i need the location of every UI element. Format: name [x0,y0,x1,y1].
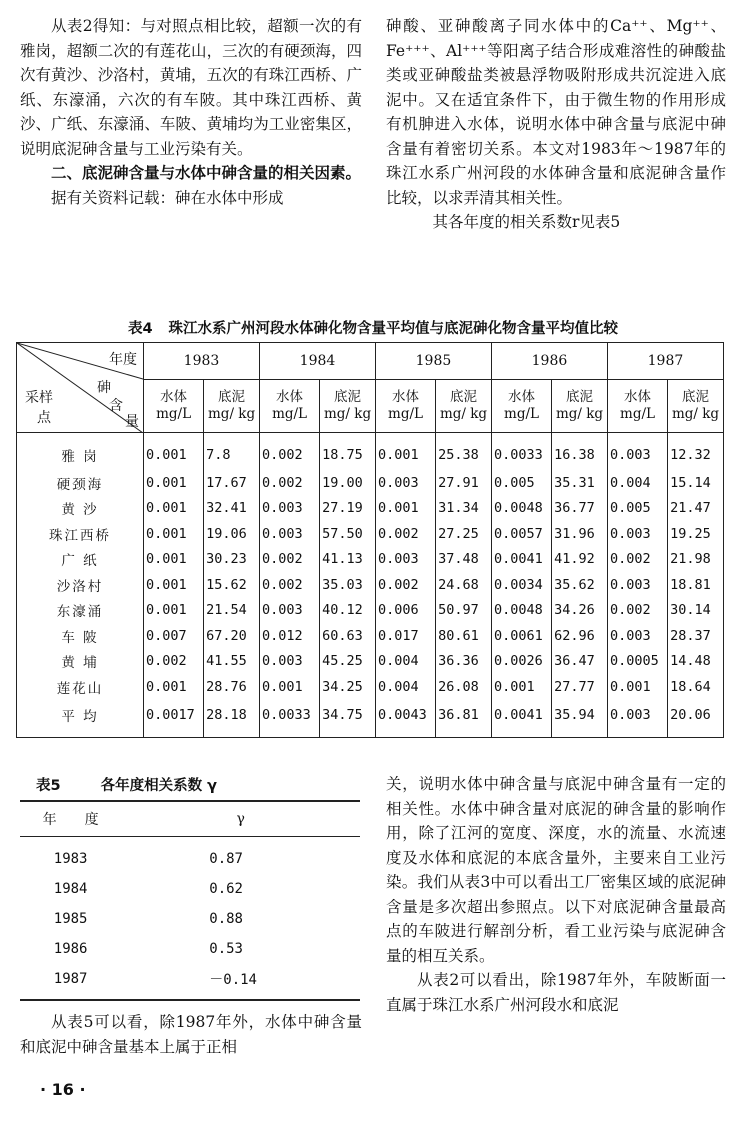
water-value-cell: 0.003 [375,470,435,496]
water-value-cell: 0.001 [144,433,204,471]
table-row [17,496,724,522]
year-cell: 1985 [53,911,88,927]
water-value-cell: 0.001 [375,433,435,471]
sediment-unit: mg/ kg [439,406,488,422]
year-header-1987: 1987 [607,343,723,380]
year-header-1984: 1984 [259,343,375,380]
sediment-value-cell: 7.8 [204,433,260,471]
site-name-cell: 黄 埔 [17,649,144,675]
table-row [17,623,724,649]
sediment-value-cell: 12.32 [668,433,724,471]
water-value-cell: 0.0061 [491,623,551,649]
water-value-cell: 0.007 [144,623,204,649]
water-value-cell: 0.0033 [259,700,319,738]
sediment-value-cell: 80.61 [436,623,492,649]
sediment-value-cell: 19.00 [320,470,376,496]
table-row [17,700,724,738]
sediment-value-cell: 28.37 [668,623,724,649]
sediment-value-cell: 40.12 [320,598,376,624]
water-value-cell: 0.005 [607,496,667,522]
sediment-unit: mg/ kg [323,406,372,422]
water-value-cell: 0.0043 [375,700,435,738]
water-value-cell: 0.001 [144,547,204,573]
sediment-value-cell: 57.50 [320,521,376,547]
sediment-value-cell: 15.14 [668,470,724,496]
sediment-value-cell: 24.68 [436,572,492,598]
gamma-cell: 0.88 [209,911,243,927]
site-name-cell: 广 纸 [17,547,144,573]
sediment-value-cell: 67.20 [204,623,260,649]
sediment-value-cell: 19.06 [204,521,260,547]
unit-header-water-1987 [607,380,667,433]
water-value-cell: 0.003 [259,521,319,547]
sediment-value-cell: 36.47 [552,649,608,675]
corner-arsenic-label-2: 含 [109,398,123,414]
paragraph-chebei-section: 从表2可以看出，除1987年外，车陂断面一直属于珠江水系广州河段水和底泥 [386,971,726,1014]
table-row [20,904,360,934]
sediment-value-cell: 50.97 [436,598,492,624]
sediment-value-cell: 27.25 [436,521,492,547]
unit-header-water-1984 [259,380,319,433]
water-value-cell: 0.003 [375,547,435,573]
sediment-value-cell: 21.98 [668,547,724,573]
unit-header-sediment-1984 [320,380,376,433]
water-value-cell: 0.0048 [491,496,551,522]
sediment-value-cell: 30.14 [668,598,724,624]
table5-header-row [20,801,360,837]
water-value-cell: 0.004 [375,674,435,700]
corner-year-label: 年度 [109,352,137,368]
table4-arsenic-comparison [16,342,724,738]
paragraph-literature: 据有关资料记载：砷在水体中形成 [51,188,284,207]
water-value-cell: 0.0057 [491,521,551,547]
sediment-unit: mg/ kg [208,406,256,422]
sediment-value-cell: 34.25 [320,674,376,700]
water-value-cell: 0.0005 [607,649,667,675]
water-label: 水体 [624,389,651,405]
table5-correlation [20,800,360,1001]
table5-title: 各年度相关系数 γ [100,778,218,794]
site-name-cell: 珠江西桥 [17,521,144,547]
right-column-top [386,14,726,235]
paragraph-correlation-discussion: 关，说明水体中砷含量与底泥中砷含量有一定的相关性。水体中砷含量对底泥的砷含量的影响作用，除了江河的宽度、深度，水的流量、水流速度及水体和底泥的本底含量外，主要来自工业污染。我们从表3中可以看出工厂密集区域的底泥砷含量是多次超出参照点。以下对底泥砷含量最高点的车陂进行解剖分析，看工业污染与底泥砷含量的相互关系。 [386,775,726,965]
sediment-value-cell: 62.96 [552,623,608,649]
water-value-cell: 0.003 [607,521,667,547]
sediment-value-cell: 26.08 [436,674,492,700]
water-value-cell: 0.002 [259,547,319,573]
sediment-value-cell: 27.91 [436,470,492,496]
water-value-cell: 0.001 [607,674,667,700]
water-value-cell: 0.001 [144,521,204,547]
unit-header-water-1985 [375,380,435,433]
sediment-value-cell: 17.67 [204,470,260,496]
water-label: 水体 [392,389,420,405]
year-cell: 1986 [53,941,88,957]
sediment-value-cell: 35.31 [552,470,608,496]
unit-header-water-1983 [144,380,204,433]
sediment-label: 底泥 [682,389,710,405]
sediment-value-cell: 16.38 [552,433,608,471]
table4-caption [20,317,726,338]
water-value-cell: 0.006 [375,598,435,624]
sediment-value-cell: 34.26 [552,598,608,624]
water-value-cell: 0.0041 [491,547,551,573]
sediment-value-cell: 31.96 [552,521,608,547]
site-name-cell: 沙洛村 [17,572,144,598]
water-value-cell: 0.012 [259,623,319,649]
year-cell: 1987 [20,964,121,1000]
corner-site-label-1: 采样 [25,390,53,406]
paragraph-excess-summary: 从表2得知：与对照点相比较，超额一次的有雅岗，超额二次的有莲花山，三次的有硬颈海，四次有黄沙、沙洛村，黄埔，五次的有珠江西桥、广纸、东濠涌，六次的有车陂。其中珠江西桥、黄沙、广纸、东濠涌、车陂、黄埔均为工业密集区，说明底泥砷含量与工业污染有关。 [20,17,362,158]
table-row [17,547,724,573]
water-value-cell: 0.003 [607,623,667,649]
table-row [20,964,360,1000]
water-value-cell: 0.001 [491,674,551,700]
water-value-cell: 0.002 [259,572,319,598]
sediment-value-cell: 20.06 [668,700,724,738]
table-row [17,470,724,496]
water-value-cell: 0.0026 [491,649,551,675]
water-value-cell: 0.0034 [491,572,551,598]
water-unit: mg/L [272,406,308,422]
water-value-cell: 0.001 [375,496,435,522]
unit-header-sediment-1987 [668,380,724,433]
sediment-value-cell: 41.92 [552,547,608,573]
sediment-value-cell: 21.54 [204,598,260,624]
sediment-value-cell: 37.48 [436,547,492,573]
sediment-value-cell: 36.77 [552,496,608,522]
unit-header-sediment-1985 [436,380,492,433]
sediment-label: 底泥 [334,389,362,405]
sediment-value-cell: 25.38 [436,433,492,471]
sediment-value-cell: 32.41 [204,496,260,522]
sediment-value-cell: 18.81 [668,572,724,598]
sediment-label: 底泥 [218,389,246,405]
sediment-value-cell: 34.75 [320,700,376,738]
table-row [17,598,724,624]
sediment-label: 底泥 [566,389,593,405]
water-value-cell: 0.0017 [144,700,204,738]
water-value-cell: 0.003 [607,572,667,598]
water-value-cell: 0.003 [259,598,319,624]
sediment-value-cell: 27.19 [320,496,376,522]
table-row [20,934,360,964]
sediment-value-cell: 30.23 [204,547,260,573]
water-unit: mg/L [156,406,192,422]
sediment-label: 底泥 [450,389,478,405]
site-name-cell: 东濠涌 [17,598,144,624]
water-value-cell: 0.017 [375,623,435,649]
water-label: 水体 [276,389,304,405]
sediment-value-cell: 41.55 [204,649,260,675]
water-unit: mg/L [620,406,655,422]
sediment-value-cell: 35.94 [552,700,608,738]
sediment-unit: mg/ kg [671,406,720,422]
water-value-cell: 0.003 [259,649,319,675]
water-value-cell: 0.003 [259,496,319,522]
year-header-1985: 1985 [375,343,491,380]
sediment-value-cell: 28.76 [204,674,260,700]
sediment-value-cell: 36.36 [436,649,492,675]
corner-site-label-2: 点 [37,410,51,426]
water-value-cell: 0.001 [144,598,204,624]
water-unit: mg/L [504,406,539,422]
paragraph-see-table5: 其各年度的相关系数r见表5 [432,213,621,231]
right-column-bottom [386,772,726,1017]
site-name-cell: 平 均 [17,700,144,738]
water-unit: mg/L [388,406,424,422]
water-label: 水体 [160,389,188,405]
table5-year-header: 年 度 [20,801,121,837]
site-name-cell: 雅 岗 [17,433,144,471]
sediment-value-cell: 45.25 [320,649,376,675]
year-header-1986: 1986 [491,343,607,380]
table-row [17,674,724,700]
water-value-cell: 0.002 [607,598,667,624]
water-value-cell: 0.004 [607,470,667,496]
sediment-value-cell: 15.62 [204,572,260,598]
year-header-1983: 1983 [144,343,260,380]
sediment-value-cell: 27.77 [552,674,608,700]
water-value-cell: 0.0041 [491,700,551,738]
water-value-cell: 0.001 [144,470,204,496]
table5-number: 表5 [36,778,61,794]
table4-corner-header [17,343,144,433]
water-value-cell: 0.002 [259,470,319,496]
site-name-cell: 硬颈海 [17,470,144,496]
water-label: 水体 [508,389,536,405]
water-value-cell: 0.002 [144,649,204,675]
site-name-cell: 车 陂 [17,623,144,649]
sediment-value-cell: 35.62 [552,572,608,598]
gamma-cell: 0.87 [209,851,243,867]
water-value-cell: 0.002 [375,572,435,598]
page-number: · 16 · [40,1080,86,1099]
left-column-top [20,14,362,210]
table-row [17,433,724,471]
gamma-cell: 0.53 [209,941,243,957]
sediment-value-cell: 18.75 [320,433,376,471]
paragraph-arsenic-mechanism: 砷酸、亚砷酸离子同水体中的Ca⁺⁺、Mg⁺⁺、Fe⁺⁺⁺、Al⁺⁺⁺等阳离子结合形成难溶性的砷酸盐类或亚砷酸盐类被悬浮物吸附形成共沉淀进入底泥中。又在适宜条件下，由于微生物的作用形成有机胂进入水体，说明水体中砷含量与底泥中砷含量有着密切关系。本文对1983年～1987年的珠江水系广州河段的水体砷含量和底泥砷含量作比较，以求弄清其相关性。 [386,17,726,207]
section-heading-2: 二、底泥砷含量与水体中砷含量的相关因素。 [51,164,362,182]
water-value-cell: 0.003 [607,700,667,738]
sediment-value-cell: 31.34 [436,496,492,522]
left-column-bottom [20,1010,362,1059]
sediment-value-cell: 19.25 [668,521,724,547]
table-row [17,649,724,675]
water-value-cell: 0.005 [491,470,551,496]
sediment-value-cell: 18.64 [668,674,724,700]
water-value-cell: 0.004 [375,649,435,675]
corner-amount-label: 量 [125,414,139,430]
table5-gamma-header: γ [121,801,360,837]
gamma-cell: 0.62 [209,881,243,897]
site-name-cell: 黄 沙 [17,496,144,522]
sediment-value-cell: 28.18 [204,700,260,738]
paragraph-table5-conclusion: 从表5可以看，除1987年外，水体中砷含量和底泥中砷含量基本上属于正相 [20,1013,362,1056]
table-row [20,874,360,904]
gamma-cell: －0.14 [121,964,360,1000]
sediment-value-cell: 35.03 [320,572,376,598]
table4-number: 表4 [127,321,153,337]
table5-caption [36,774,356,795]
table4-body [17,433,724,738]
water-value-cell: 0.0048 [491,598,551,624]
sediment-value-cell: 21.47 [668,496,724,522]
sediment-value-cell: 60.63 [320,623,376,649]
table4-year-header-row [17,343,724,380]
water-value-cell: 0.0033 [491,433,551,471]
year-cell: 1983 [53,851,88,867]
corner-arsenic-label-1: 砷 [97,380,111,396]
unit-header-sediment-1983 [204,380,260,433]
table4-title: 珠江水系广州河段水体砷化物含量平均值与底泥砷化物含量平均值比较 [168,321,619,337]
water-value-cell: 0.002 [607,547,667,573]
sediment-value-cell: 14.48 [668,649,724,675]
water-value-cell: 0.002 [375,521,435,547]
site-name-cell: 莲花山 [17,674,144,700]
sediment-value-cell: 36.81 [436,700,492,738]
water-value-cell: 0.001 [259,674,319,700]
unit-header-sediment-1986 [552,380,608,433]
water-value-cell: 0.003 [607,433,667,471]
year-cell: 1984 [53,881,88,897]
sediment-value-cell: 41.13 [320,547,376,573]
table-row [17,521,724,547]
table-row [17,572,724,598]
water-value-cell: 0.001 [144,496,204,522]
water-value-cell: 0.001 [144,674,204,700]
water-value-cell: 0.001 [144,572,204,598]
table5-body [20,837,360,1001]
unit-header-water-1986 [491,380,551,433]
table-row [20,837,360,875]
sediment-unit: mg/ kg [555,406,604,422]
water-value-cell: 0.002 [259,433,319,471]
